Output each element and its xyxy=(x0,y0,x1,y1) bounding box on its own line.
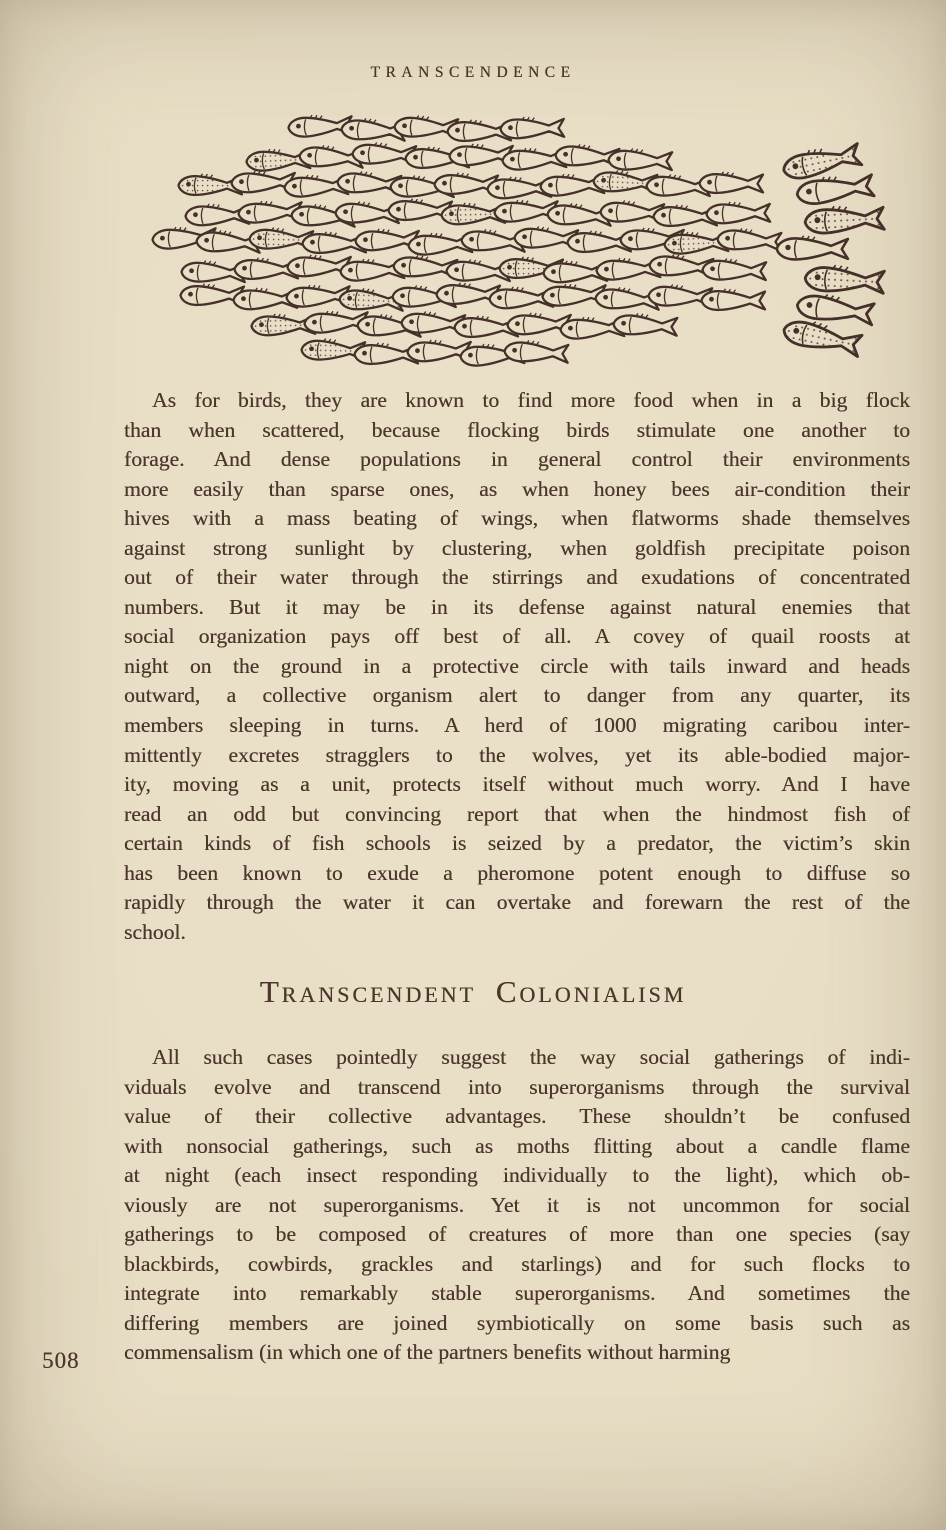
text-line: at night (each insect responding individually to the light), which ob- xyxy=(124,1163,910,1188)
section-heading: Transcendent Colonialism xyxy=(259,974,687,1009)
text-line: mittently excretes stragglers to the wolves, yet its able-bodied major- xyxy=(124,742,910,767)
text-line: viduals evolve and transcend into superorganisms through the survival xyxy=(124,1074,910,1099)
text-line: against strong sunlight by clustering, when goldfish precipitate poison xyxy=(124,535,910,560)
text-line: numbers. But it may be in its defense against natural enemies that xyxy=(124,594,910,619)
text-line: As for birds, they are known to find more food when in a big flock xyxy=(152,388,910,412)
text-line: forage. And dense populations in general control their environments xyxy=(124,447,910,472)
text-line: out of their water through the stirrings and exudations of concentrated xyxy=(124,565,910,590)
text-line: night on the ground in a protective circle with tails inward and heads xyxy=(124,653,910,678)
text-line: ity, moving as a unit, protects itself without much worry. And I have xyxy=(124,772,910,797)
text-line: school. xyxy=(124,919,186,944)
text-line: certain kinds of fish schools is seized by a predator, the victim’s skin xyxy=(124,831,910,856)
text-line: social organization pays off best of all. A covey of quail roosts at xyxy=(124,624,910,649)
text-line: All such cases pointedly suggest the way social gatherings of indi- xyxy=(152,1045,910,1069)
text-line: with nonsocial gatherings, such as moths flitting about a candle flame xyxy=(124,1133,910,1158)
text-line: hives with a mass beating of wings, when flatworms shade themselves xyxy=(124,506,910,531)
text-line: gatherings to be composed of creatures of more than one species (say xyxy=(124,1222,910,1247)
page-number: 508 xyxy=(42,1348,80,1373)
text-line: commensalism (in which one of the partners benefits without harming xyxy=(124,1340,731,1365)
paragraph-1 xyxy=(124,386,910,947)
text-line: value of their collective advantages. These shouldn’t be confused xyxy=(124,1104,910,1129)
text-line: members sleeping in turns. A herd of 1000 migrating caribou inter- xyxy=(124,713,910,738)
text-line: than when scattered, because flocking birds stimulate one another to xyxy=(124,417,910,442)
text-line: integrate into remarkably stable superorganisms. And sometimes the xyxy=(124,1281,910,1306)
text-line: rapidly through the water it can overtake and forewarn the rest of the xyxy=(124,890,910,915)
text-line: viously are not superorganisms. Yet it is not uncommon for social xyxy=(124,1192,910,1217)
text-line: more easily than sparse ones, as when honey bees air-condition their xyxy=(124,476,910,501)
fish-school-illustration xyxy=(140,110,884,372)
text-line: differing members are joined symbiotically on some basis such as xyxy=(124,1310,910,1335)
running-header: TRANSCENDENCE xyxy=(370,64,576,81)
paragraph-2 xyxy=(124,1043,910,1368)
text-line: read an odd but convincing report that when the hindmost fish of xyxy=(124,801,910,826)
text-line: outward, a collective organism alert to danger from any quarter, its xyxy=(124,683,910,708)
text-line: has been known to exude a pheromone potent enough to diffuse so xyxy=(124,860,910,885)
text-line: blackbirds, cowbirds, grackles and starlings) and for such flocks to xyxy=(124,1251,910,1276)
